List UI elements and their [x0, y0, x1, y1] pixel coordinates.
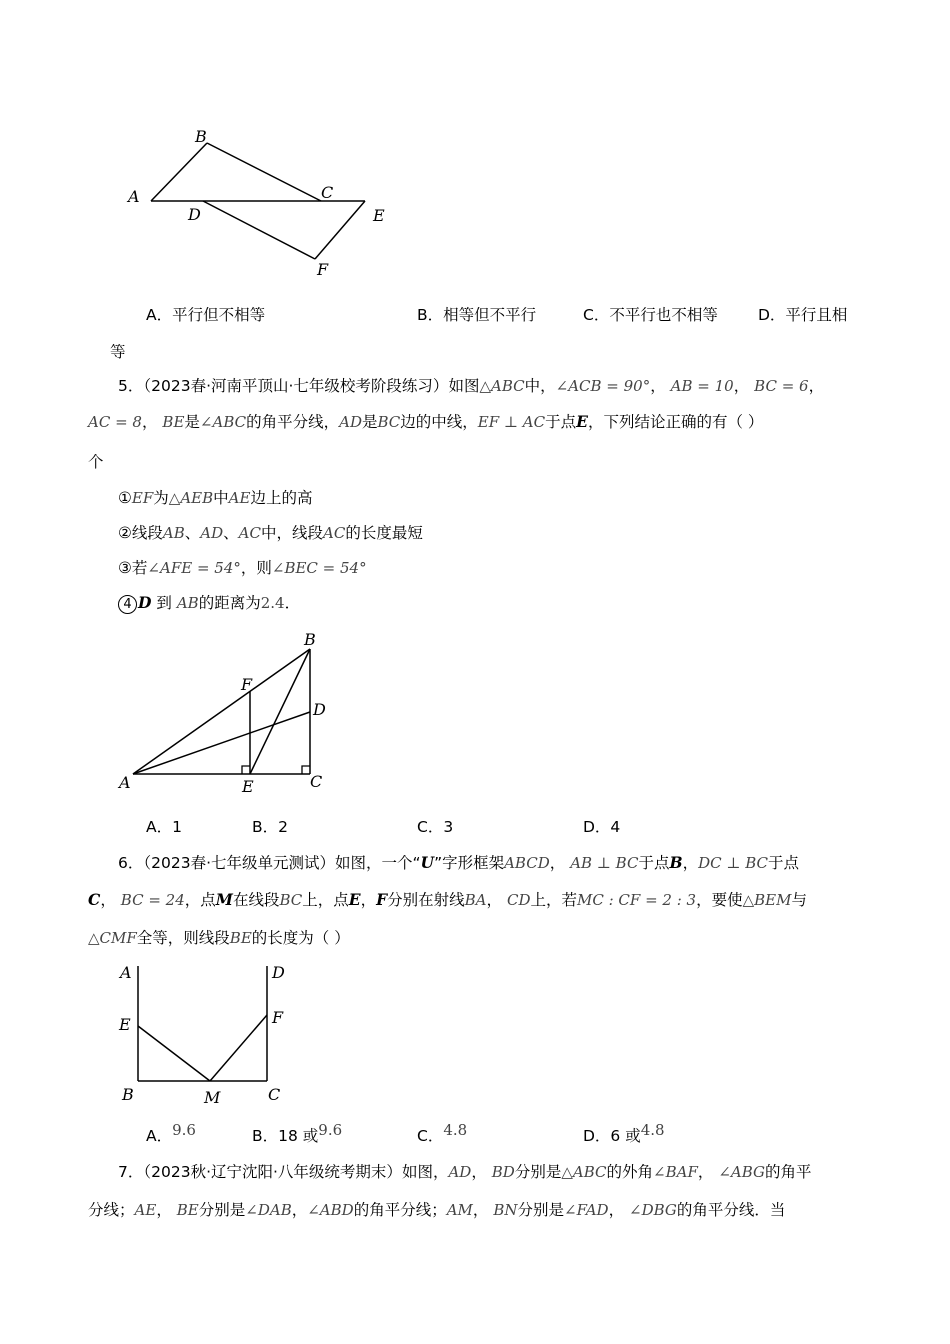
label-e: E — [373, 206, 385, 225]
q7-number: 7． — [118, 1163, 144, 1181]
label-f: F — [241, 675, 253, 694]
label-d: D — [272, 963, 285, 982]
label-a: A — [120, 963, 132, 982]
label-m: M — [204, 1088, 221, 1107]
q5-number: 5． — [118, 377, 144, 395]
q6-option-b[interactable]: B．18 或9.6 — [252, 1121, 343, 1145]
q5-statement-2: ②线段AB、AD、AC中，线段AC的长度最短 — [118, 524, 423, 542]
q6-option-c[interactable]: C．4.8 — [417, 1121, 468, 1145]
label-c: C — [268, 1085, 281, 1104]
label-e: E — [119, 1015, 131, 1034]
q5-statement-1: ①EF为△AEB中AE边上的高 — [118, 489, 313, 507]
q6-option-d[interactable]: D．6 或4.8 — [583, 1121, 665, 1145]
q5-line3: 个 — [88, 453, 104, 471]
q6-line1: 6．（2023春·七年级单元测试）如图，一个“U”字形框架ABCD， AB ⊥ BC于点B，DC ⊥ BC于点 — [118, 853, 800, 872]
segment-mf — [210, 1015, 267, 1081]
q5-option-b[interactable]: B．2 — [252, 818, 288, 836]
q7-source: （2023秋·辽宁沈阳·八年级统考期末） — [143, 1163, 402, 1181]
q6-option-a[interactable]: A．9.6 — [146, 1121, 196, 1145]
label-b: B — [304, 630, 316, 649]
label-d: D — [313, 700, 326, 719]
q7-line1: 7．（2023秋·辽宁沈阳·八年级统考期末）如图，AD， BD分别是△ABC的外角∠BAF， ∠ABG的角平 — [118, 1163, 812, 1181]
q5-line1: 5．（2023春·河南平顶山·七年级校考阶段练习）如图△ABC中，∠ACB = 90°， AB = 10， BC = 6， — [118, 377, 825, 395]
q4-option-d-wrap: 等 — [110, 343, 126, 361]
label-c: C — [310, 772, 323, 791]
label-f: F — [272, 1008, 284, 1027]
segment-em — [138, 1026, 210, 1081]
label-b: B — [195, 127, 207, 146]
q4-option-a[interactable]: A．平行但不相等 — [146, 306, 266, 324]
q4-option-b[interactable]: B．相等但不平行 — [417, 306, 537, 324]
q5-source: （2023春·河南平顶山·七年级校考阶段练习） — [143, 377, 449, 395]
q6-line2: C， BC = 24，点M在线段BC上，点E，F分别在射线BA， CD上，若MC : CF = 2 : 3，要使△BEM与 — [88, 890, 807, 909]
q4-option-d[interactable]: D．平行且相 — [758, 306, 848, 324]
label-b: B — [122, 1085, 134, 1104]
q7-line2: 分线；AE， BE分别是∠DAB，∠ABD的角平分线；AM， BN分别是∠FAD， ∠DBG的角平分线．当 — [88, 1201, 786, 1219]
label-a: A — [119, 773, 131, 792]
q5-option-d[interactable]: D．4 — [583, 818, 621, 836]
q4-option-c[interactable]: C．不平行也不相等 — [583, 306, 718, 324]
q6-source: （2023春·七年级单元测试） — [143, 854, 335, 872]
q5-statement-4: 4 D 到 AB的距离为2.4． — [118, 592, 300, 614]
label-c: C — [321, 183, 334, 202]
q6-line3: △CMF全等，则线段BE的长度为（ ） — [88, 929, 350, 947]
q5-line2: AC = 8， BE是∠ABC的角平分线，AD是BC边的中线，EF ⊥ AC于点E，下列结论正确的有（ ） — [88, 412, 764, 431]
label-a: A — [128, 187, 140, 206]
label-d: D — [188, 205, 201, 224]
label-e: E — [242, 777, 254, 796]
q5-option-a[interactable]: A．1 — [146, 818, 182, 836]
label-f: F — [317, 260, 329, 279]
q5-option-c[interactable]: C．3 — [417, 818, 454, 836]
q6-number: 6． — [118, 854, 144, 872]
q5-statement-3: ③若∠AFE = 54°，则∠BEC = 54° — [118, 559, 367, 577]
